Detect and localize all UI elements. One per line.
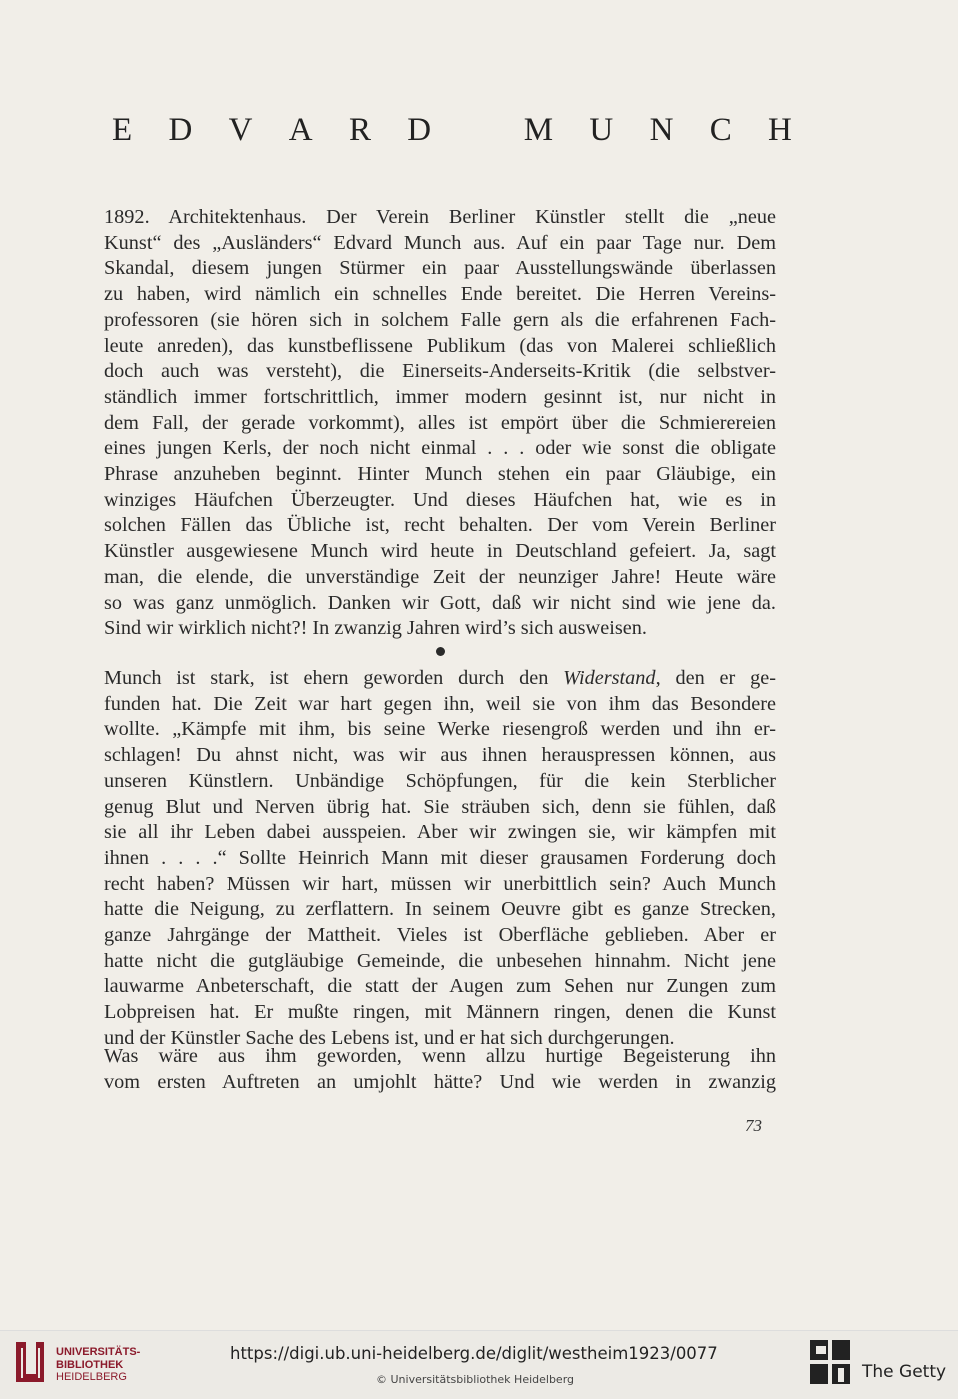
title-letter: D — [407, 112, 432, 148]
ub-line: HEIDELBERG — [56, 1371, 127, 1383]
title-letter: M — [523, 112, 554, 148]
university-library-logo-icon — [12, 1338, 48, 1386]
text-line: hatte die Neigung, zu zerflattern. In seinem Oeuvre gibt es ganze Strecken, — [104, 898, 776, 921]
text-line: wollte. „Kämpfe mit ihm, bis seine Werke riesengroß werden und ihn er- — [104, 718, 776, 741]
title-letter: U — [589, 112, 614, 148]
copyright-notice: © Universitätsbibliothek Heidelberg — [376, 1373, 575, 1386]
text-line: Munch ist stark, ist ehern geworden durch den Widerstand, den er ge- — [104, 667, 776, 689]
text-line: lauwarme Anbeterschaft, die statt der Augen zum Sehen nur Zungen zum — [104, 975, 776, 998]
text-line: leute anreden), das kunstbeflissene Publikum (das von Malerei schließlich — [104, 334, 776, 357]
ub-line: UNIVERSITÄTS- — [56, 1346, 141, 1358]
paragraph-3 — [104, 1044, 776, 1095]
ub-line: BIBLIOTHEK — [56, 1358, 124, 1371]
text-line: so was ganz unmöglich. Danken wir Gott, daß wir nicht sind wie jene da. — [104, 591, 776, 614]
section-divider-dot — [436, 647, 445, 656]
title-letter: V — [228, 112, 253, 148]
text-line: ganze Jahrgänge der Mattheit. Vieles ist Oberfläche geblieben. Aber er — [104, 924, 776, 947]
text-line: ständlich immer fortschrittlich, immer modern gesinnt ist, nur nicht in — [104, 385, 776, 408]
text-line: schlagen! Du ahnst nicht, was wir aus ihnen herauspressen können, aus — [104, 744, 776, 767]
text-line: doch auch was versteht), die Einerseits-Anderseits-Kritik (die selbstver- — [104, 360, 776, 383]
getty-logo-icon — [808, 1338, 852, 1386]
title-letter: C — [709, 112, 732, 148]
text-line: und der Künstler Sache des Lebens ist, und er hat sich durchgerungen. — [104, 1026, 675, 1049]
title-letter: N — [649, 112, 674, 148]
text-line: sie all ihr Leben dabei ausspeien. Aber wir zwingen sie, wir kämpfen mit — [104, 821, 776, 844]
text-line: winziges Häufchen Überzeugter. Und dieses Häufchen hat, wie es in — [104, 488, 776, 511]
getty-name: The Getty — [862, 1362, 947, 1382]
text-line: professoren (sie hören sich in solchem Falle gern als die erfahrenen Fach- — [104, 308, 776, 331]
paragraph-1 — [104, 205, 776, 642]
title-letter: R — [348, 112, 371, 148]
text-line: Sind wir wirklich nicht?! In zwanzig Jahren wird’s sich ausweisen. — [104, 617, 647, 640]
page-number: 73 — [745, 1116, 762, 1135]
text-line: Was wäre aus ihm geworden, wenn allzu hurtige Begeisterung ihn — [104, 1045, 776, 1067]
title-letter: A — [288, 112, 313, 148]
text-line: man, die elende, die unverständige Zeit der neunziger Jahre! Heute wäre — [104, 565, 776, 588]
text-line: 1892. Architektenhaus. Der Verein Berliner Künstler stellt die „neue — [104, 206, 776, 228]
text-line: eines jungen Kerls, der noch nicht einmal . . . oder wie sonst die obligate — [104, 437, 776, 460]
text-line: unseren Künstlern. Unbändige Schöpfungen, für die kein Sterblicher — [104, 769, 776, 792]
text-line: dem Fall, der gerade vorkommt), alles ist empört über die Schmierereien — [104, 411, 776, 434]
text-line: Lobpreisen hat. Er mußte ringen, mit Männern ringen, denen die Kunst — [104, 1001, 776, 1024]
title-letter: E — [112, 112, 133, 148]
document-url-link[interactable]: https://digi.ub.uni-heidelberg.de/diglit/westheim1923/0077 — [230, 1344, 718, 1363]
text-line: solchen Fällen das Übliche ist, recht behalten. Der vom Verein Berliner — [104, 514, 776, 537]
paragraph-2 — [104, 666, 776, 1052]
text-line: Kunst“ des „Ausländers“ Edvard Munch aus. Auf ein paar Tage nur. Dem — [104, 231, 776, 254]
text-line: Phrase anzuheben beginnt. Hinter Munch stehen ein paar Gläubige, ein — [104, 463, 776, 486]
text-line: Künstler ausgewiesene Munch wird heute in Deutschland gefeiert. Ja, sagt — [104, 540, 776, 563]
text-line: funden hat. Die Zeit war hart gegen ihn, weil sie von ihm das Besondere — [104, 692, 776, 715]
text-line: ihnen . . . .“ Sollte Heinrich Mann mit dieser grausamen Forderung doch — [104, 846, 776, 869]
title-letter: D — [168, 112, 193, 148]
text-line: genug Blut und Nerven übrig hat. Sie sträuben sich, denn sie fühlen, daß — [104, 795, 776, 818]
page-title — [112, 112, 792, 149]
university-library-name — [56, 1346, 140, 1384]
text-line: zu haben, wird nämlich ein schnelles Ende bereitet. Die Herren Vereins- — [104, 283, 776, 306]
text-line: Skandal, diesem jungen Stürmer ein paar Ausstellungswände überlassen — [104, 257, 776, 280]
title-letter: H — [768, 112, 792, 148]
text-line: hatte nicht die gutgläubige Gemeinde, die unbesehen hinnahm. Nicht jene — [104, 949, 776, 972]
text-line: vom ersten Auftreten an umjohlt hätte? Und wie werden in zwanzig — [104, 1070, 776, 1093]
text-line: recht haben? Müssen wir hart, müssen wir unerbittlich sein? Auch Munch — [104, 872, 776, 895]
